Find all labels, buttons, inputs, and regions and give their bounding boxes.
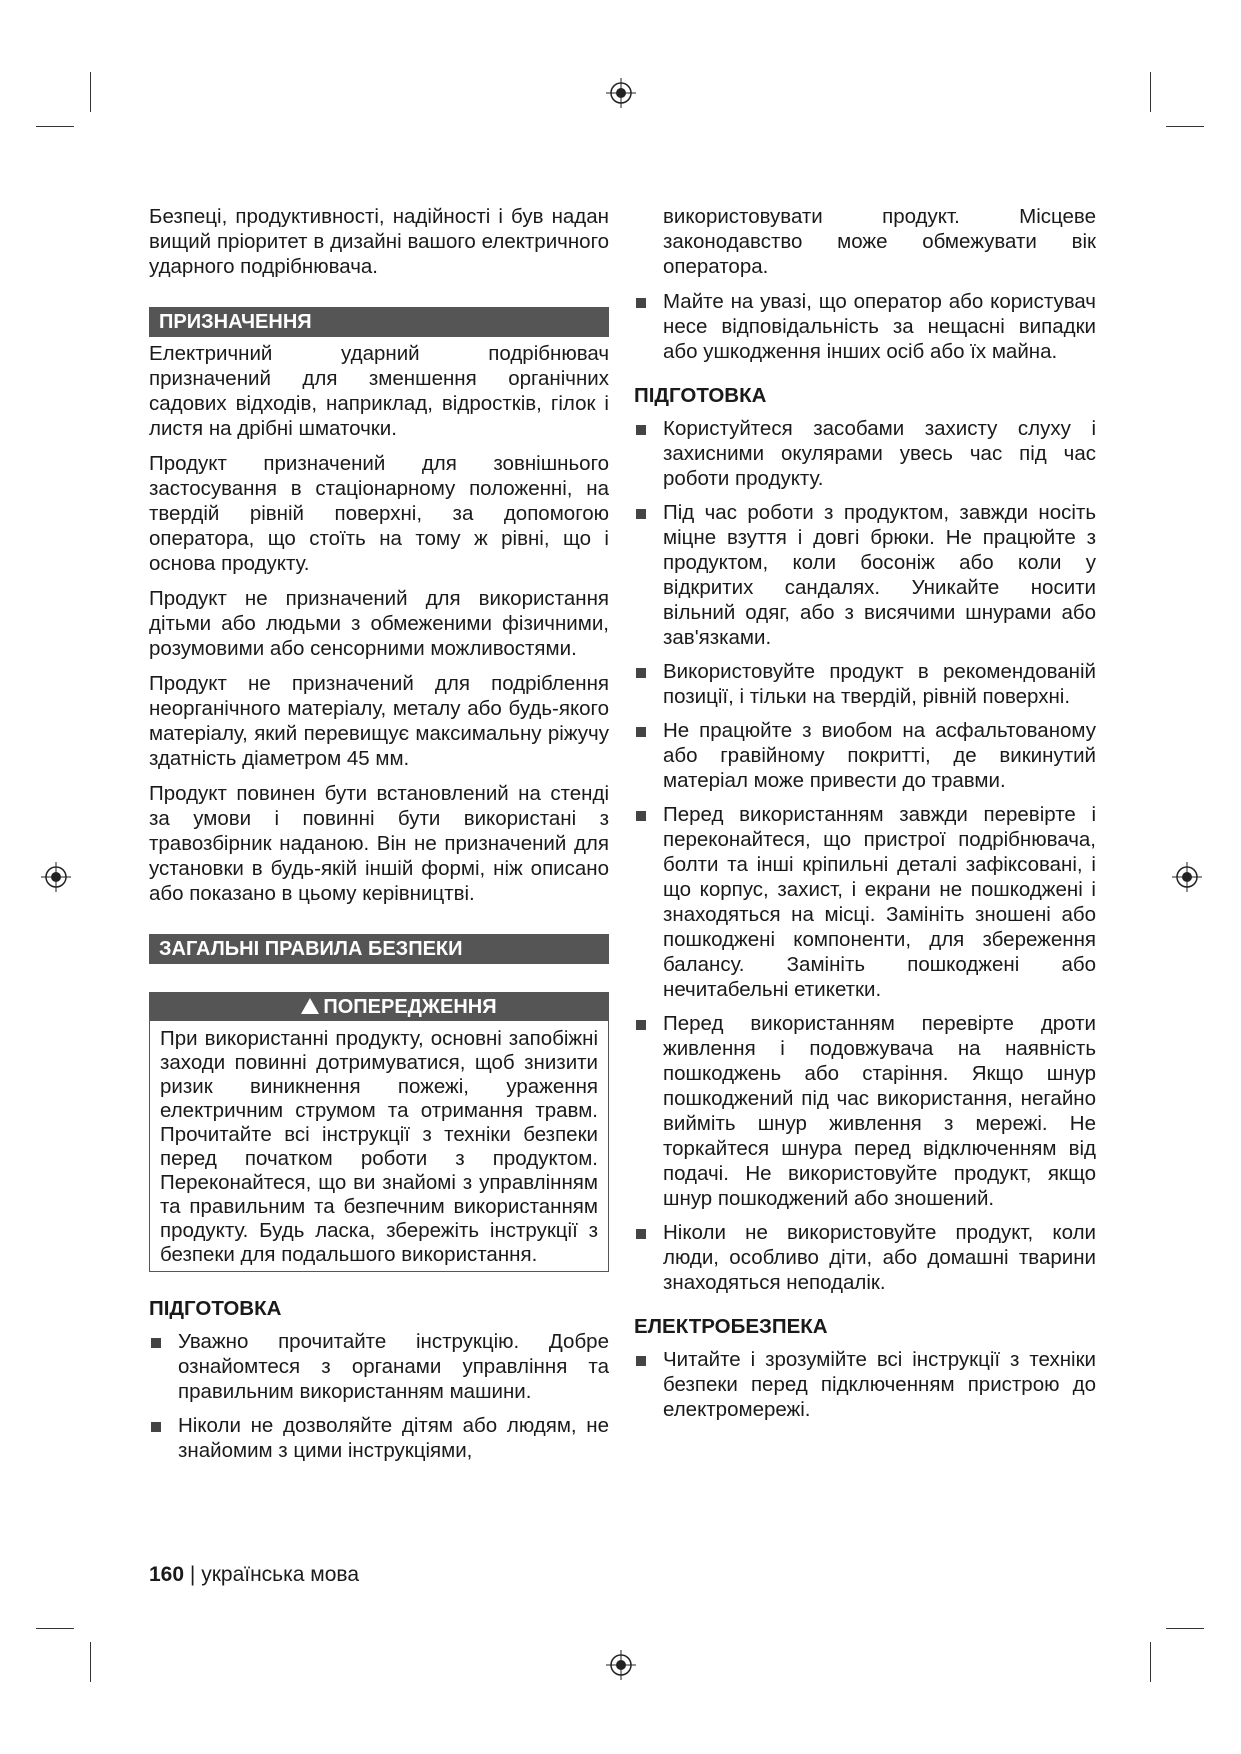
list-item: Перед використанням перевірте дроти живлення і подовжувача на наявність пошкоджень або старіння. Якщо шнур пошкоджений під час використання, негайно вийміть шнур живлення з мережі. Не торкайтеся шнура перед відключенням від подачі. Не використовуйте продукт, якщо шнур пошкоджений або зношений. xyxy=(634,1011,1096,1211)
crop-mark xyxy=(1150,1642,1151,1682)
section-header-purpose: ПРИЗНАЧЕННЯ xyxy=(149,307,609,337)
list-item: Під час роботи з продуктом, завжди носіть міцне взуття і довгі брюки. Не працюйте з продуктом, коли босоніж або коли у відкритих сандалях. Уникайте носити вільний одяг, або з висячими шнурами або зав'язками. xyxy=(634,500,1096,650)
crop-mark xyxy=(36,126,74,127)
crop-mark xyxy=(1166,126,1204,127)
bullet-square-icon xyxy=(636,1229,646,1239)
crop-mark xyxy=(36,1628,74,1629)
bullet-square-icon xyxy=(636,727,646,737)
electrical-safety-list xyxy=(634,1347,1096,1422)
warning-triangle-icon xyxy=(301,998,319,1014)
subsection-title-preparation: ПІДГОТОВКА xyxy=(634,384,767,407)
page-footer xyxy=(149,1563,359,1587)
purpose-paragraph: Електричний ударний подрібнювач призначений для зменшення органічних садових відходів, наприклад, відростків, гілок і листя на дрібні шматочки. xyxy=(149,342,609,440)
preparation-list xyxy=(149,1329,609,1463)
registration-mark-icon xyxy=(606,78,636,108)
bullet-square-icon xyxy=(151,1338,161,1348)
registration-mark-icon xyxy=(606,1650,636,1680)
purpose-paragraph: Продукт не призначений для використання дітьми або людьми з обмеженими фізичними, розумовими або сенсорними можливостями. xyxy=(149,587,609,660)
left-column xyxy=(149,204,609,1472)
list-item: Перед використанням завжди перевірте і переконайтеся, що пристрої подрібнювача, болти та інші кріпильні деталі зафіксовані, і що корпус, захист, і екрани не пошкоджені і знаходяться на місці. Замініть зношені або пошкоджені компоненти, для збереження балансу. Замініть пошкоджені або нечитабельні етикетки. xyxy=(634,802,1096,1002)
list-item: Використовуйте продукт в рекомендованій позиції, і тільки на твердій, рівній поверхні. xyxy=(634,659,1096,709)
bullet-square-icon xyxy=(636,668,646,678)
list-item: Уважно прочитайте інструкцію. Добре ознайомтеся з органами управління та правильним використанням машини. xyxy=(149,1329,609,1404)
list-item: Майте на увазі, що оператор або користувач несе відповідальність за нещасні випадки або ушкодження інших осіб або їх майна. xyxy=(634,289,1096,364)
bullet-square-icon xyxy=(636,1020,646,1030)
crop-mark xyxy=(90,1642,91,1682)
list-item: Користуйтеся засобами захисту слуху і захисними окулярами увесь час під час роботи продукту. xyxy=(634,416,1096,491)
registration-mark-icon xyxy=(41,862,71,892)
bullet-square-icon xyxy=(636,298,646,308)
warning-header xyxy=(150,993,608,1021)
bullet-square-icon xyxy=(636,1356,646,1366)
bullet-square-icon xyxy=(636,425,646,435)
section-header-general-safety: ЗАГАЛЬНІ ПРАВИЛА БЕЗПЕКИ xyxy=(149,934,609,964)
list-item: Читайте і зрозумійте всі інструкції з техніки безпеки перед підключенням пристрою до електромережі. xyxy=(634,1347,1096,1422)
continued-paragraph: використовувати продукт. Місцеве законодавство може обмежувати вік оператора. xyxy=(663,205,1096,278)
footer-separator: | xyxy=(189,1563,196,1586)
warning-title: ПОПЕРЕДЖЕННЯ xyxy=(323,996,497,1018)
crop-mark xyxy=(1166,1628,1204,1629)
subsection-title-preparation: ПІДГОТОВКА xyxy=(149,1297,282,1320)
warning-text: При використанні продукту, основні запобіжні заходи повинні дотримуватися, щоб знизити ризик виникнення пожежі, ураження електричним струмом та отримання травм. Прочитайте всі інструкції з техніки безпеки перед початком роботи з продуктом. Переконайтеся, що ви знайомі з управлінням та правильним та безпечним використанням продукту. Будь ласка, збережіть інструкції з безпеки для подальшого використання. xyxy=(160,1027,598,1266)
bullet-square-icon xyxy=(151,1422,161,1432)
crop-mark xyxy=(1150,72,1151,112)
purpose-paragraph: Продукт повинен бути встановлений на стенді за умови і повинні бути використані з травозбірник наданою. Він не призначений для установки в будь-якій іншій формі, ніж описано або показано в цьому керівництві. xyxy=(149,782,609,905)
bullet-square-icon xyxy=(636,509,646,519)
continued-list xyxy=(634,289,1096,364)
crop-mark xyxy=(90,72,91,112)
purpose-paragraph: Продукт не призначений для подріблення неорганічного матеріалу, металу або будь-якого матеріалу, який перевищує максимальну ріжучу здатність діаметром 45 мм. xyxy=(149,672,609,770)
page-number: 160 xyxy=(149,1563,185,1586)
subsection-title-electrical-safety: ЕЛЕКТРОБЕЗПЕКА xyxy=(634,1315,828,1338)
footer-language: українська мова xyxy=(201,1563,360,1586)
list-item: Ніколи не дозволяйте дітям або людям, не знайомим з цими інструкціями, xyxy=(149,1413,609,1463)
preparation-list xyxy=(634,416,1096,1295)
list-item: Ніколи не використовуйте продукт, коли люди, особливо діти, або домашні тварини знаходяться неподалік. xyxy=(634,1220,1096,1295)
registration-mark-icon xyxy=(1172,862,1202,892)
intro-paragraph: Безпеці, продуктивності, надійності і був надан вищий пріоритет в дизайні вашого електричного ударного подрібнювача. xyxy=(149,205,609,278)
bullet-square-icon xyxy=(636,811,646,821)
purpose-paragraph: Продукт призначений для зовнішнього застосування в стаціонарному положенні, на твердій рівній поверхні, за допомогою оператора, що стоїть на тому ж рівні, що і основа продукту. xyxy=(149,452,609,575)
list-item: Не працюйте з виобом на асфальтованому або гравійному покритті, де викинутий матеріал може привести до травми. xyxy=(634,718,1096,793)
right-column xyxy=(634,204,1096,1431)
warning-box xyxy=(149,992,609,1272)
